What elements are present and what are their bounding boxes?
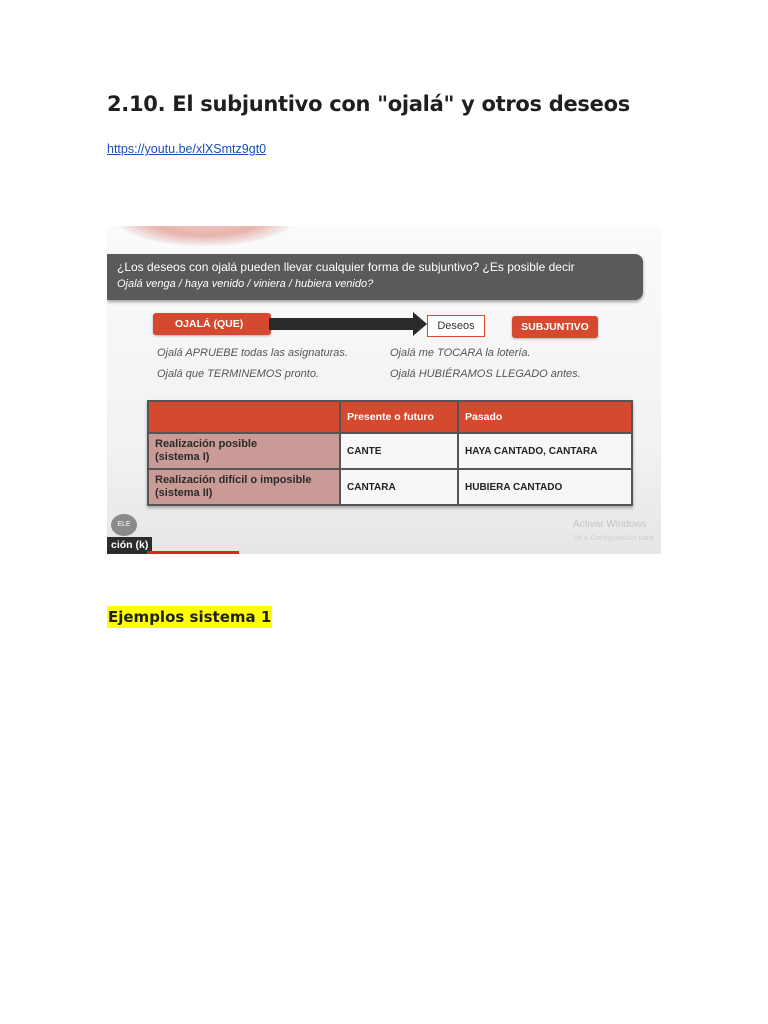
table-cell: HUBIERA CANTADO xyxy=(458,469,632,505)
video-progress-bar[interactable] xyxy=(147,551,239,554)
question-banner xyxy=(107,254,643,300)
row-label-line: (sistema I) xyxy=(155,451,210,463)
deseos-box: Deseos xyxy=(427,315,485,337)
question-line-1: ¿Los deseos con ojalá pueden llevar cualquier forma de subjuntivo? ¿Es posible decir xyxy=(117,260,575,274)
table-row-label xyxy=(148,433,340,469)
example-sentence: Ojalá me TOCARA la lotería. xyxy=(390,347,531,359)
section-heading: Ejemplos sistema 1 xyxy=(108,608,272,626)
table-row xyxy=(148,433,632,469)
table-cell: CANTARA xyxy=(340,469,458,505)
table-header-cell: Presente o futuro xyxy=(340,401,458,433)
video-link[interactable]: https://youtu.be/xlXSmtz9gt0 xyxy=(107,142,267,156)
page-title: 2.10. El subjuntivo con "ojalá" y otros deseos xyxy=(107,92,630,116)
table-header-cell: Pasado xyxy=(458,401,632,433)
row-label-line: Realización difícil o imposible xyxy=(155,474,312,486)
subjuntivo-label: SUBJUNTIVO xyxy=(512,316,598,338)
arrow-head-icon xyxy=(413,312,427,336)
example-sentence: Ojalá que TERMINEMOS pronto. xyxy=(157,368,320,380)
arrow-right-icon xyxy=(269,318,415,330)
table-cell: HAYA CANTADO, CANTARA xyxy=(458,433,632,469)
table-cell: CANTE xyxy=(340,433,458,469)
ojala-label: OJALÁ (QUE) xyxy=(153,313,271,335)
example-sentence: Ojalá HUBIÉRAMOS LLEGADO antes. xyxy=(390,368,581,380)
table-row-label xyxy=(148,469,340,505)
video-screenshot[interactable] xyxy=(107,226,661,554)
decorative-emblem xyxy=(115,226,295,246)
question-line-2: Ojalá venga / haya venido / viniera / hubiera venido? xyxy=(117,278,374,290)
subjunctive-table xyxy=(147,400,633,506)
video-overlay-label: ción (k) xyxy=(107,537,152,554)
table-header-row xyxy=(148,401,632,433)
windows-watermark: Activar Windows xyxy=(573,519,647,530)
channel-logo-icon[interactable]: ELE xyxy=(111,514,137,536)
table-header-cell xyxy=(148,401,340,433)
example-sentence: Ojalá APRUEBE todas las asignaturas. xyxy=(157,347,348,359)
windows-watermark-sub: Ve a Configuración para xyxy=(573,533,654,542)
row-label-line: (sistema II) xyxy=(155,487,213,499)
table-row xyxy=(148,469,632,505)
row-label-line: Realización posible xyxy=(155,438,258,450)
